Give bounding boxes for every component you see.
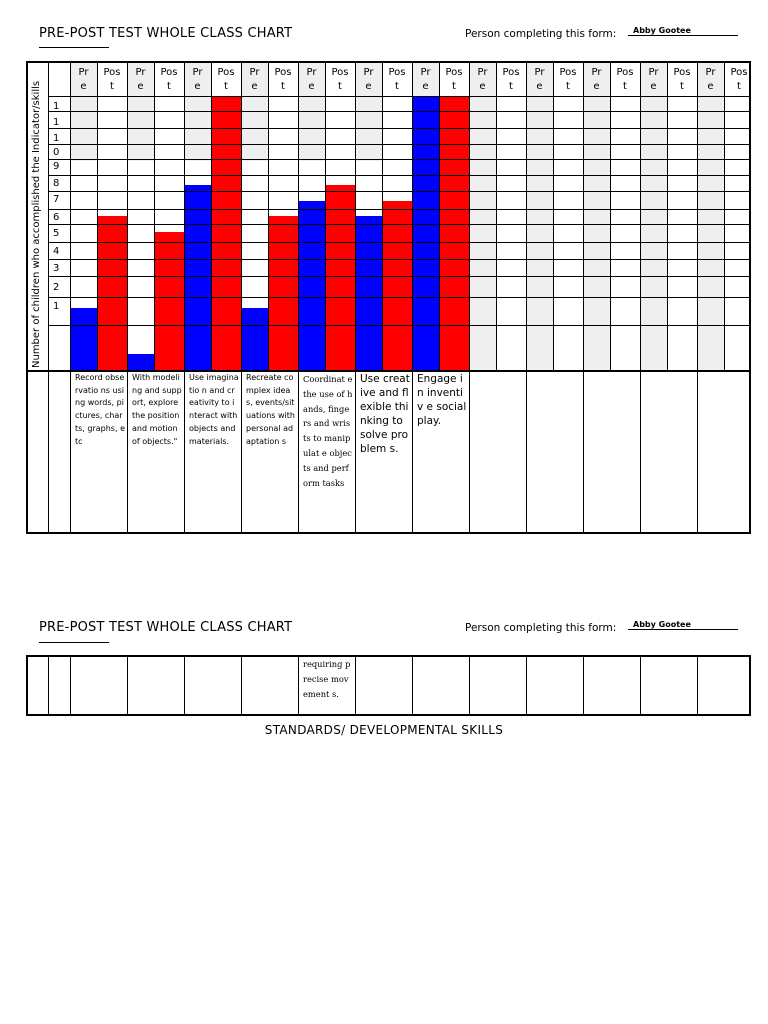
column-divider — [184, 63, 185, 534]
y-axis-tick-label: 6 — [53, 212, 60, 223]
post-bar-1 — [97, 216, 127, 370]
post-column-header: Pos t — [616, 67, 634, 92]
title-underline — [39, 47, 109, 48]
y-axis-tick-label: 1 — [53, 117, 60, 128]
post-column-header: Pos t — [502, 67, 520, 92]
column-divider — [70, 63, 71, 534]
column-divider — [298, 63, 299, 534]
pre-column-header: Pr e — [306, 67, 317, 92]
skill-description-4: Recreate complex ideas, events/sit uations with personal adaptation s — [246, 373, 295, 446]
pre-post-divider — [667, 63, 668, 370]
y-axis-tick-label: 0 — [53, 147, 60, 158]
column-divider — [583, 657, 584, 716]
skill-description-3: Use imaginatio n and creativity to interact with objects and materials. — [189, 373, 239, 446]
post-bar-3 — [211, 96, 241, 370]
pre-post-divider — [439, 63, 440, 370]
person-label: Person completing this form: — [465, 28, 617, 40]
pre-empty-shade — [526, 96, 553, 370]
column-divider — [697, 63, 698, 534]
column-divider — [583, 63, 584, 534]
pre-column-header: Pr e — [591, 67, 602, 92]
column-divider — [412, 657, 413, 716]
page-title: PRE-POST TEST WHOLE CLASS CHART — [39, 26, 293, 41]
skill-description-2: With modeling and support, explore the position and motion of objects." — [132, 373, 182, 446]
pre-post-divider — [553, 63, 554, 370]
continued-skill-text: requiring precise movement s. — [303, 659, 351, 699]
y-axis-tick-label: 1 — [53, 133, 60, 144]
person-signature: Abby Gootee — [633, 26, 691, 35]
whole-class-chart-table — [26, 61, 751, 534]
pre-post-divider — [496, 63, 497, 370]
post-column-header: Pos t — [445, 67, 463, 92]
y-axis-tick-label: 9 — [53, 161, 60, 172]
pre-column-header: Pr e — [534, 67, 545, 92]
pre-empty-shade — [640, 96, 667, 370]
pre-bar-3 — [184, 185, 211, 370]
post-column-header: Pos t — [388, 67, 406, 92]
skill-description-6: Use creative and flexible thinking to solve problem s. — [360, 373, 410, 455]
column-divider — [526, 63, 527, 534]
page2-person-label: Person completing this form: — [465, 622, 617, 634]
post-column-header: Pos t — [331, 67, 349, 92]
post-bar-7 — [439, 96, 469, 370]
column-divider — [127, 63, 128, 534]
column-divider — [241, 657, 242, 716]
pre-bar-5 — [298, 201, 325, 370]
column-divider — [469, 63, 470, 534]
pre-column-header: Pr e — [192, 67, 203, 92]
column-divider — [48, 657, 49, 716]
column-divider — [355, 657, 356, 716]
column-divider — [48, 63, 49, 534]
y-axis-tick-label: 7 — [53, 194, 60, 205]
post-bar-4 — [268, 216, 298, 370]
column-divider — [412, 63, 413, 534]
pre-empty-shade — [469, 96, 496, 370]
post-column-header: Pos t — [673, 67, 691, 92]
column-divider — [640, 63, 641, 534]
pre-post-divider — [211, 63, 212, 370]
y-axis-title: Number of children who accomplished the Indicator/skills — [31, 80, 42, 368]
column-divider — [469, 657, 470, 716]
column-divider — [697, 657, 698, 716]
post-bar-6 — [382, 201, 412, 370]
post-column-header: Pos t — [274, 67, 292, 92]
y-axis-tick-label: 8 — [53, 178, 60, 189]
column-divider — [241, 63, 242, 534]
pre-post-divider — [325, 63, 326, 370]
post-column-header: Pos t — [730, 67, 748, 92]
pre-empty-shade — [583, 96, 610, 370]
y-axis-tick-label: 2 — [53, 282, 60, 293]
pre-bar-6 — [355, 216, 382, 370]
post-column-header: Pos t — [559, 67, 577, 92]
post-bar-2 — [154, 232, 184, 370]
page2-title-underline — [39, 642, 109, 643]
post-bar-5 — [325, 185, 355, 370]
post-column-header: Pos t — [160, 67, 178, 92]
pre-column-header: Pr e — [420, 67, 431, 92]
pre-post-divider — [382, 63, 383, 370]
column-divider — [640, 657, 641, 716]
pre-bar-1 — [70, 308, 97, 370]
pre-column-header: Pr e — [135, 67, 146, 92]
y-axis-tick-label: 4 — [53, 246, 60, 257]
column-divider — [298, 657, 299, 716]
column-divider — [526, 657, 527, 716]
pre-empty-shade — [697, 96, 724, 370]
pre-bar-7 — [412, 96, 439, 370]
pre-column-header: Pr e — [78, 67, 89, 92]
column-divider — [355, 63, 356, 534]
pre-post-divider — [268, 63, 269, 370]
page2-signature-line — [628, 629, 738, 630]
column-divider — [127, 657, 128, 716]
pre-column-header: Pr e — [705, 67, 716, 92]
y-axis-tick-label: 5 — [53, 228, 60, 239]
signature-line — [628, 35, 738, 36]
post-column-header: Pos t — [103, 67, 121, 92]
column-divider — [70, 657, 71, 716]
skill-description-5: Coordinat e the use of hands, fingers and wrists to manipulat e objects and perform tasks — [303, 374, 353, 488]
standards-footer: STANDARDS/ DEVELOPMENTAL SKILLS — [264, 723, 504, 737]
y-axis-tick-label: 1 — [53, 101, 60, 112]
page2-title: PRE-POST TEST WHOLE CLASS CHART — [39, 620, 293, 635]
y-axis-tick-label: 3 — [53, 263, 60, 274]
pre-post-divider — [97, 63, 98, 370]
continued-table — [26, 655, 751, 716]
skill-description-7: Engage in inventiv e social play. — [417, 373, 467, 427]
pre-column-header: Pr e — [249, 67, 260, 92]
pre-post-divider — [724, 63, 725, 370]
pre-column-header: Pr e — [648, 67, 659, 92]
column-divider — [184, 657, 185, 716]
pre-column-header: Pr e — [363, 67, 374, 92]
page2-person-signature: Abby Gootee — [633, 620, 691, 629]
skill-description-1: Record observatio ns using words, pictures, charts, graphs, etc — [75, 373, 125, 446]
pre-column-header: Pr e — [477, 67, 488, 92]
pre-post-divider — [610, 63, 611, 370]
pre-post-divider — [154, 63, 155, 370]
pre-bar-4 — [241, 308, 268, 370]
post-column-header: Pos t — [217, 67, 235, 92]
y-axis-tick-label: 1 — [53, 301, 60, 312]
pre-bar-2 — [127, 354, 154, 370]
